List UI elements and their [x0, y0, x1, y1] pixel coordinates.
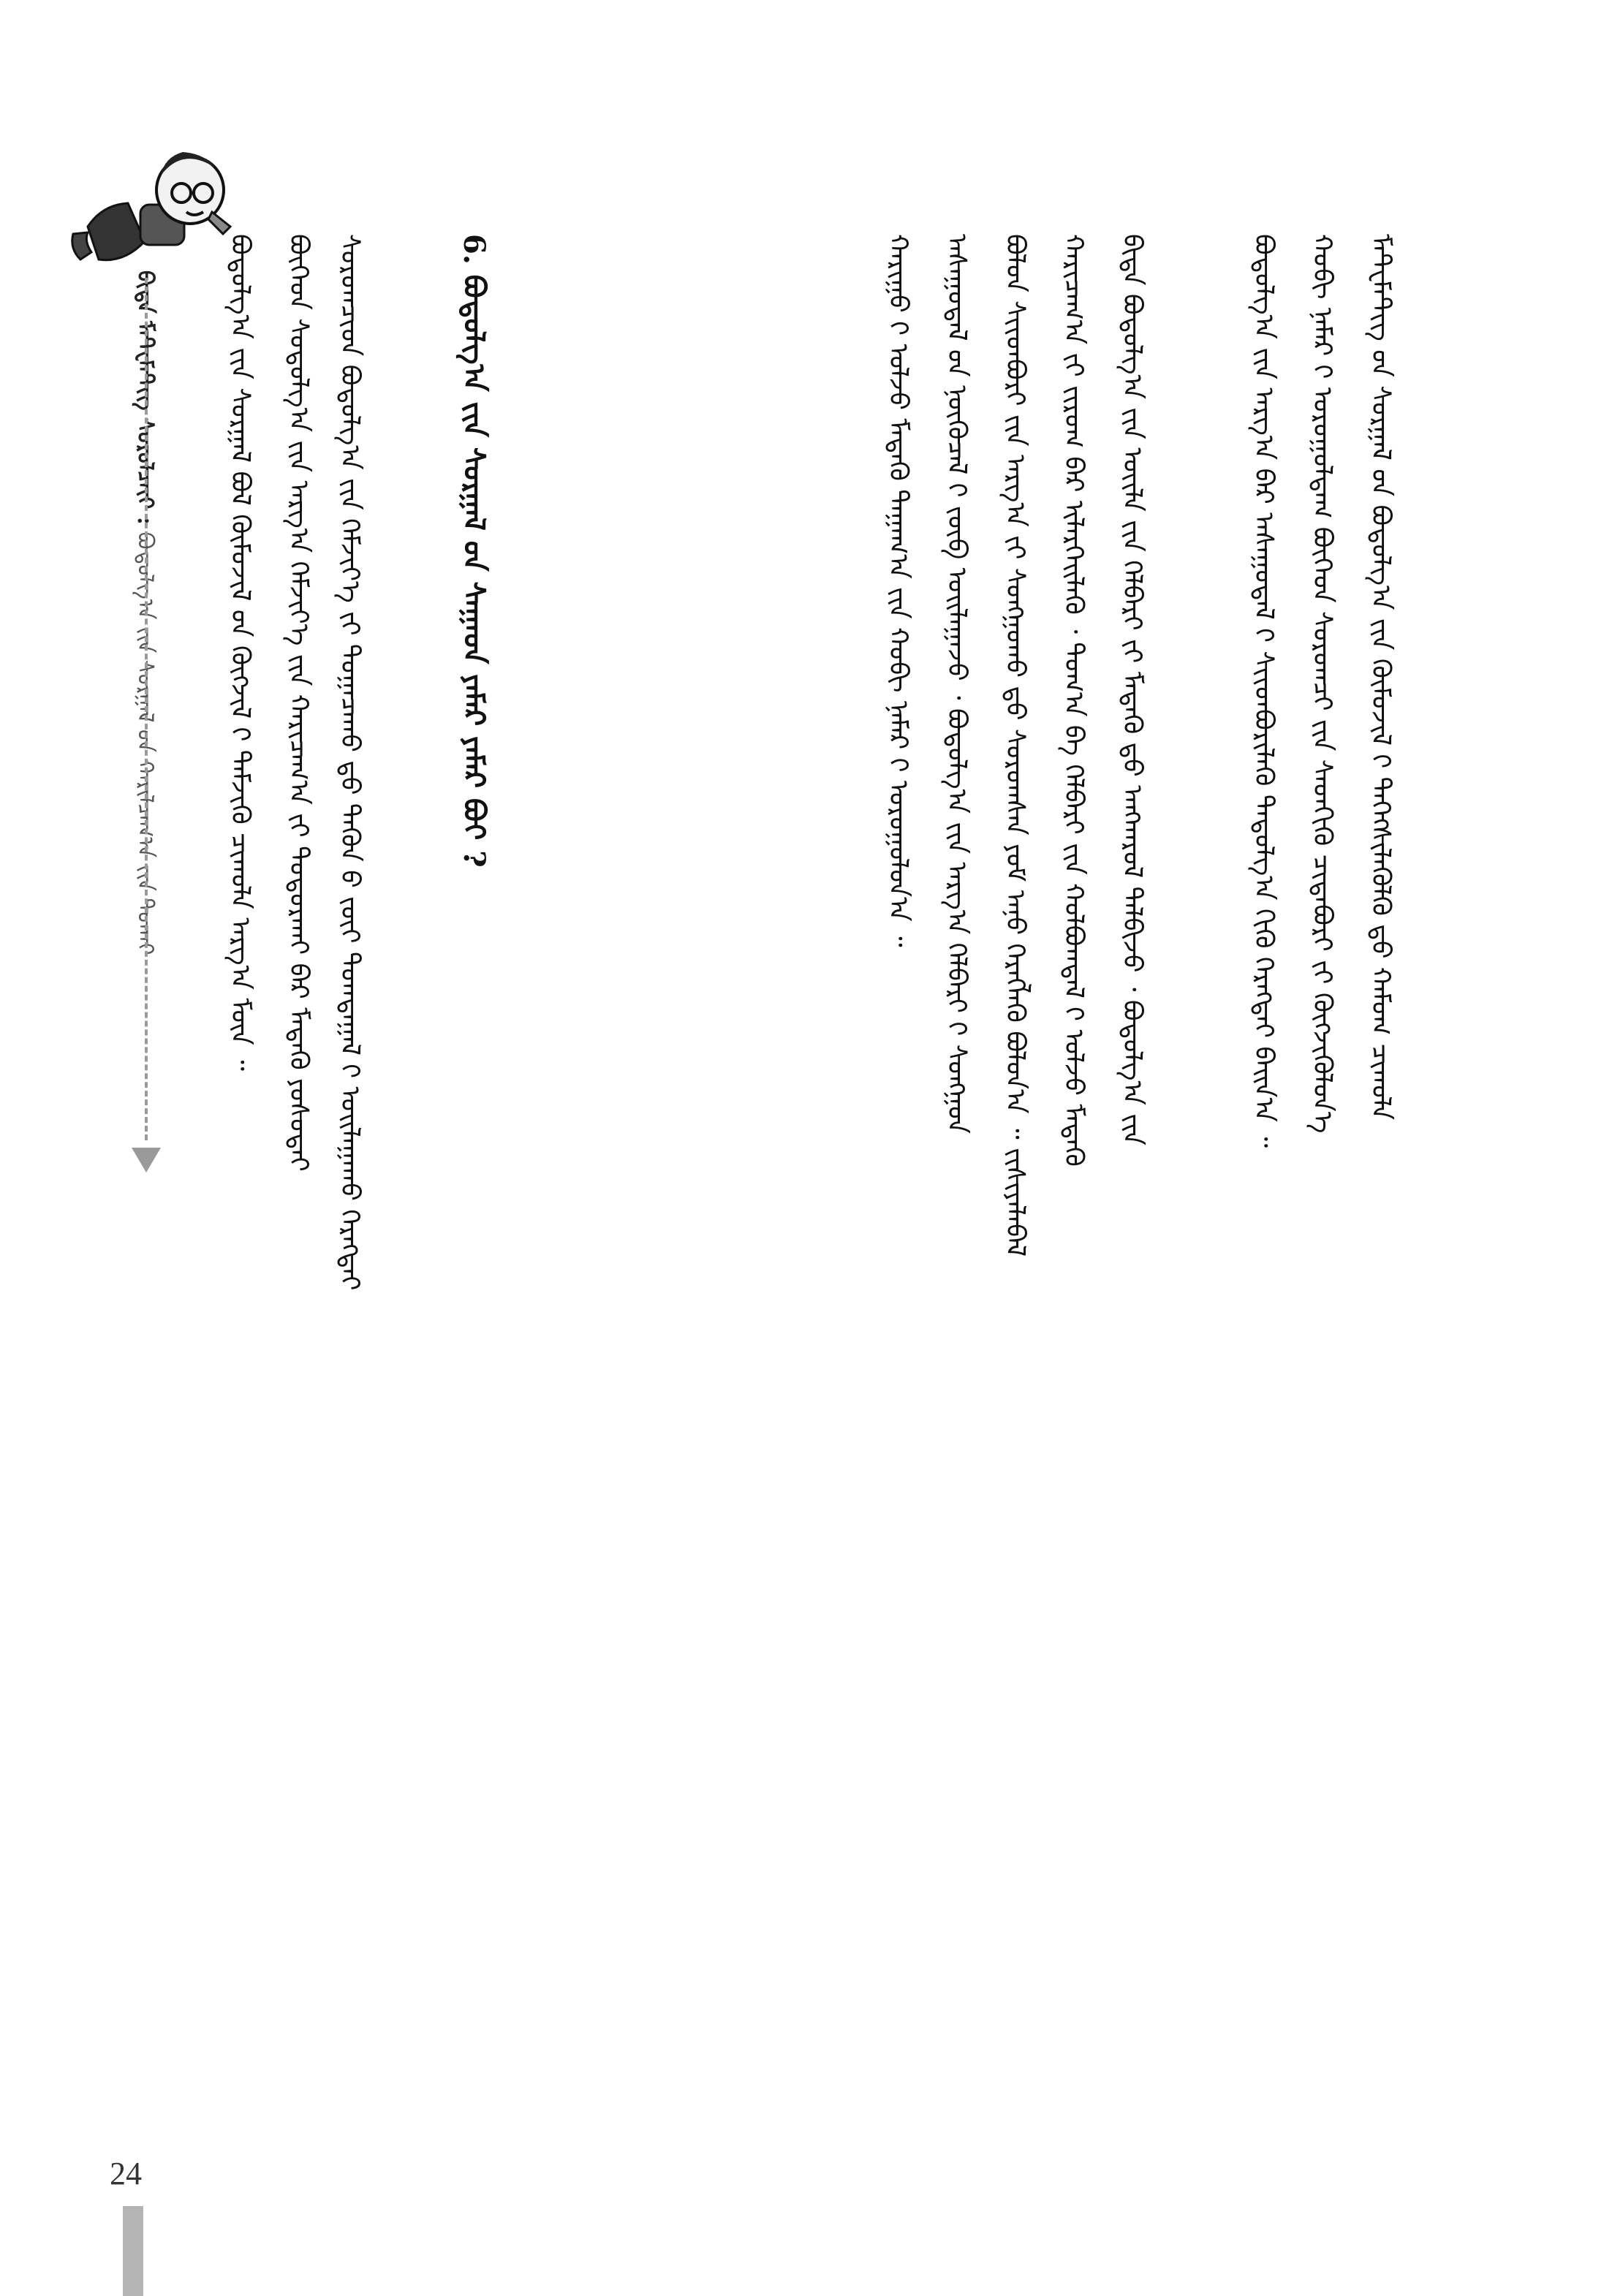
header-dashed-divider	[145, 278, 148, 1140]
paragraph-3-line-2: ᠪᠥᠭᠡᠳ ᠰᠣᠳᠤᠯᠭ᠎ᠠ ᠶ᠋ᠢᠨ ᠠᠷᠭ᠎ᠠ ᠬᠡᠮᠵᠢᠶ᠎ᠡ ᠶ᠋ᠢᠨ ᠬᠠᠷᠢᠴᠠᠭ᠎ᠠ ᠶ᠋ᠢ ᠲᠣᠳᠣᠷᠬᠠᠢ ᠪᠡᠷ ᠮᠡᠳᠡᠬᠦ ᠶᠣᠰᠣᠲᠠᠢ	[284, 234, 314, 1172]
paragraph-2-line-5: ᠬᠠᠷᠢᠭᠤ ᠢ᠋ ᠣᠯᠵᠤ ᠮᠡᠳᠡᠬᠦ ᠳᠠᠭᠠᠭ᠎ᠠ ᠶ᠋ᠢᠨ ᠬᠤᠪᠢ ᠨᠡᠮᠡᠷ ᠢ᠋ ᠣᠷᠣᠭᠤᠯᠤᠨ᠎ᠠ ᠃	[883, 234, 913, 947]
paragraph-1-line-3: ᠪᠣᠳᠣᠯᠭ᠎ᠠ ᠶ᠋ᠢᠨ ᠠᠷᠭ᠎ᠠ ᠪᠠᠷ ᠠᠰᠠᠭᠤᠳᠠᠯ ᠢ᠋ ᠰᠢᠢᠳᠪᠦᠷᠢᠯᠡᠬᠦ ᠳᠠᠳᠤᠯᠭ᠎ᠠ ᠬᠢᠬᠦ ᠬᠡᠷᠡᠭᠲᠡᠢ ᠪᠠᠢᠨ᠎ᠠ ᠃	[1249, 234, 1279, 1148]
paragraph-1-line-1: ᠮᠠᠲ᠋ᠧᠮᠠᠲ᠋ᠢᠭ᠌ ᠤ᠋ᠨ ᠰᠤᠷᠭᠠᠯ ᠤ᠋ᠨ ᠪᠣᠳᠣᠯᠭ᠎ᠠ ᠶ᠋ᠢᠨ ᠬᠦᠮᠦᠵᠢᠯ ᠢ᠋ ᠳᠡᠭᠡᠭᠰᠢᠯᠡᠭᠦᠯᠬᠦ ᠳ᠋ᠤ᠌ ᠬᠠᠮᠤᠭ ᠴᠢᠬᠤᠯᠠ	[1366, 234, 1396, 1121]
paragraph-2-line-2: ᠬᠠᠷᠢᠴᠠᠭ᠎ᠠ ᠶ᠋ᠢ ᠵᠢᠷᠤᠭ ᠪᠠᠷ ᠢᠯᠡᠷᠬᠡᠢᠯᠡᠬᠦ ᠂ ᠲᠣᠭ᠎ᠠ ᠪᠠ ᠬᠡᠯᠪᠡᠷᠢ ᠶ᠋ᠢᠨ ᠬᠣᠯᠪᠣᠭᠳᠠᠯ ᠢ᠋ ᠣᠯᠵᠤ ᠮᠡᠳᠡᠬᠦ	[1059, 234, 1089, 1167]
paragraph-2-line-4: ᠠᠰᠠᠭᠤᠳᠠᠯ ᠤ᠋ᠨ ᠨᠥᠬᠦᠴᠡᠯ ᠢ᠋ ᠵᠥᠪ ᠣᠢᠯᠠᠭᠠᠵᠤ ᠂ ᠪᠣᠳᠣᠯᠭ᠎ᠠ ᠶ᠋ᠢᠨ ᠠᠷᠭ᠎ᠠ ᠬᠡᠯᠪᠡᠷᠢ ᠢ᠋ ᠰᠣᠩᠭᠣᠨ	[942, 234, 972, 1134]
boy-mascot-illustration	[58, 117, 234, 278]
paragraph-2-line-3: ᠪᠣᠯᠤᠨ ᠰᠢᠢᠳᠪᠦᠷᠢ ᠶ᠋ᠢᠨ ᠠᠷᠭ᠎ᠠ ᠶ᠋ᠢ ᠰᠣᠩᠭᠣᠬᠤ ᠳ᠋ᠤ᠌ ᠰᠤᠷᠤᠭᠰᠠᠨ ᠶᠤᠮ ᠠᠨᠤ ᠬᠡᠷᠡᠭᠯᠡᠬᠦ ᠪᠤᠯᠤᠨ᠎ᠠ ᠃ ᠵᠢᠱᠢᠶᠡᠯᠡᠪᠡᠯ	[1000, 234, 1030, 1257]
running-header-rest: ᠪᠣᠳᠣᠯᠭ᠎ᠠ ᠶ᠋ᠢᠨ ᠰᠤᠷᠭᠠᠯ ᠤ᠋ᠨ ᠬᠠᠷᠢᠯᠴᠠᠭ᠎ᠠ ᠶ᠋ᠢᠨ ᠲᠤᠬᠠᠢ	[132, 531, 158, 955]
page-number: 24	[110, 2156, 142, 2191]
paragraph-3-line-1: ᠰᠤᠷᠤᠭᠴᠢᠳ ᠪᠣᠳᠣᠯᠭ᠎ᠠ ᠶ᠋ᠢᠨ ᠬᠡᠮᠵᠢᠶ᠎ᠡ ᠶ᠋ᠢ ᠲᠣᠭᠠᠴᠠᠬᠤ ᠳ᠋ᠤ᠌ ᠲᠡᠭᠦᠨ ᠤ᠋ ᠵᠦᠢ ᠲᠣᠭᠲᠠᠭᠠᠯ ᠢ᠋ ᠣᠢᠯᠠᠭᠠᠬᠤ ᠬᠡᠷᠡᠭᠲᠡᠢ	[335, 234, 365, 1291]
page-edge-bar	[123, 2206, 143, 2296]
header-arrow-icon	[132, 1148, 161, 1172]
paragraph-4-line-1: ᠪᠣᠳᠣᠯᠭ᠎ᠠ ᠶ᠋ᠢᠨ ᠰᠤᠷᠭᠠᠯ ᠪᠣᠯ ᠬᠦᠮᠦᠵᠢᠯ ᠦ᠋ᠨ ᠬᠥᠭᠵᠢᠯ ᠢ᠋ ᠳᠡᠮᠵᠢᠬᠦ ᠴᠢᠬᠤᠯᠠ ᠠᠷᠭ᠎ᠠ ᠮᠥᠨ ᠃	[225, 234, 255, 1071]
section-heading-number: 6.	[457, 234, 491, 265]
section-heading-text: ᠪᠣᠳᠣᠯᠭ᠎ᠠ ᠶ᠋ᠢᠨ ᠰᠤᠷᠭᠠᠯ ᠤ᠋ᠨ ᠰᠠᠭᠠᠳ ᠶᠠᠮᠠᠷ ᠶᠠᠮᠠᠷ ᠪᠤᠢ ?	[457, 274, 491, 868]
running-header-bold: ᠪᠢᠳᠡ ᠮᠠᠲ᠋ᠧᠮᠠᠲ᠋ᠢᠭ᠌ ᠰᠤᠷᠤᠯᠴᠠᠶ᠋ᠢ :	[132, 270, 158, 525]
running-header	[126, 270, 158, 1133]
paragraph-1-line-2: ᠬᠤᠪᠢ ᠨᠡᠮᠡᠷ ᠢ᠋ ᠣᠷᠤᠭᠤᠯᠳᠠᠭ ᠪᠥᠭᠡᠳ ᠰᠤᠷᠤᠭᠴᠢ ᠶ᠋ᠢᠨ ᠰᠡᠳᠬᠢᠬᠦ ᠴᠢᠳᠠᠪᠤᠷᠢ ᠶ᠋ᠢ ᠬᠥᠭᠵᠢᠭᠦᠯᠦᠨ᠎ᠡ	[1307, 234, 1337, 1134]
section-heading	[453, 234, 494, 2003]
paragraph-2-line-1: ᠪᠢᠳᠡ ᠪᠣᠳᠣᠯᠭ᠎ᠠ ᠶ᠋ᠢᠨ ᠦᠢᠯᠡ ᠶ᠋ᠢᠨ ᠬᠡᠯᠪᠡᠷᠢ ᠶ᠋ᠢ ᠮᠡᠳᠡᠬᠦ ᠳ᠋ᠤ᠌ ᠠᠩᠬᠠᠷᠤᠯ ᠲᠠᠯᠪᠢᠵᠤ ᠂ ᠪᠣᠳᠣᠯᠭ᠎ᠠ ᠶ᠋ᠢᠨ	[1117, 234, 1147, 1145]
